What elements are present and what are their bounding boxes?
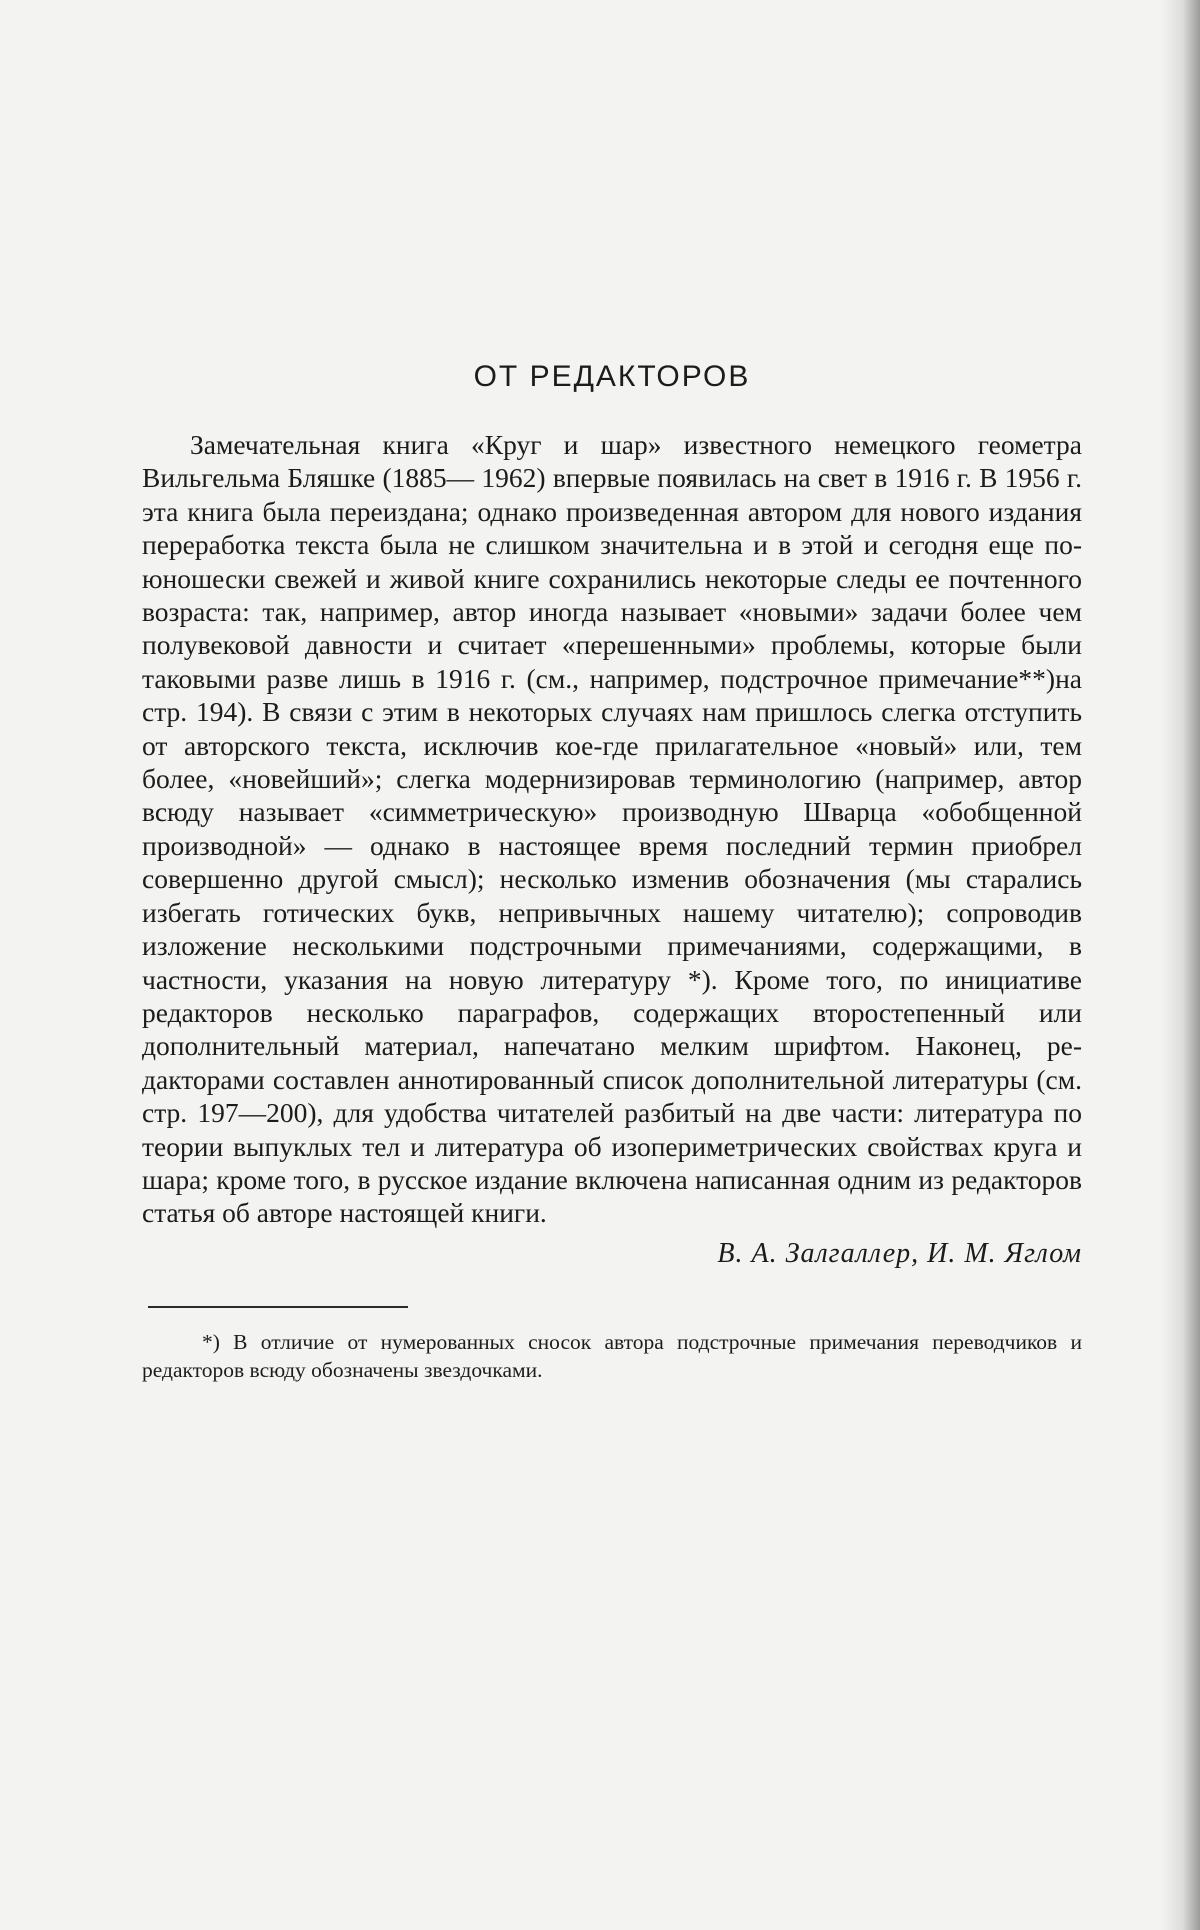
page-title: ОТ РЕДАКТОРОВ — [473, 360, 751, 393]
page-content — [142, 360, 1082, 1384]
footnote-text: *) В отличие от нумерованных сносок автора подстрочные примечания переводчиков и редакторов всюду обозначены звездочками. — [142, 1329, 1082, 1382]
editors-signature: В. А. Залгаллер, И. М. Яглом — [717, 1237, 1082, 1269]
page-edge-shadow — [1162, 0, 1200, 1930]
footnote-divider — [148, 1306, 408, 1308]
body-paragraph: Замечательная книга «Круг и шар» известного немецкого геометра Вильгельма Бляшке (1885— 1962) впервые появилась на свет в 1916 г. В 1956 г. эта книга была переиздана; однако произведенная автором для нового издания переработка текста была не слишком значительна и в этой и сегодня еще по-юношески свежей и живой книге сохранились некоторые следы ее почтенного возраста: так, например, автор иногда называет «новыми» задачи более чем полувековой давности и считает «перешенными» проблемы, которые были таковыми разве лишь в 1916 г. (см., например, подстрочное примечание**)на стр. 194). В связи с этим в некоторых случаях нам пришлось слегка отступить от авторского текста, исключив кое-где прилагательное «новый» или, тем более, «новейший»; слегка модернизировав терминологию (например, автор всюду называет «симметрическую» производную Шварца «обобщенной производной» — однако в настоящее время последний термин приобрел совершенно другой смысл); несколько изменив обозначения (мы старались избегать готических букв, непривычных нашему читателю); сопроводив изложение несколькими подстрочными примечаниями, содержащими, в частности, указания на новую литературу *). Кроме того, по инициативе редакторов несколько параграфов, содержащих второстепенный или дополнительный материал, напечатано мелким шрифтом. Наконец, редакторами составлен аннотированный список дополнительной литературы (см. стр. 197—200), для удобства читателей разбитый на две части: литература по теории выпуклых тел и литература об изопериметрических свойствах круга и шара; кроме того, в русское издание включена написанная одним из редакторов статья об авторе настоящей книги. — [142, 429, 1082, 1229]
